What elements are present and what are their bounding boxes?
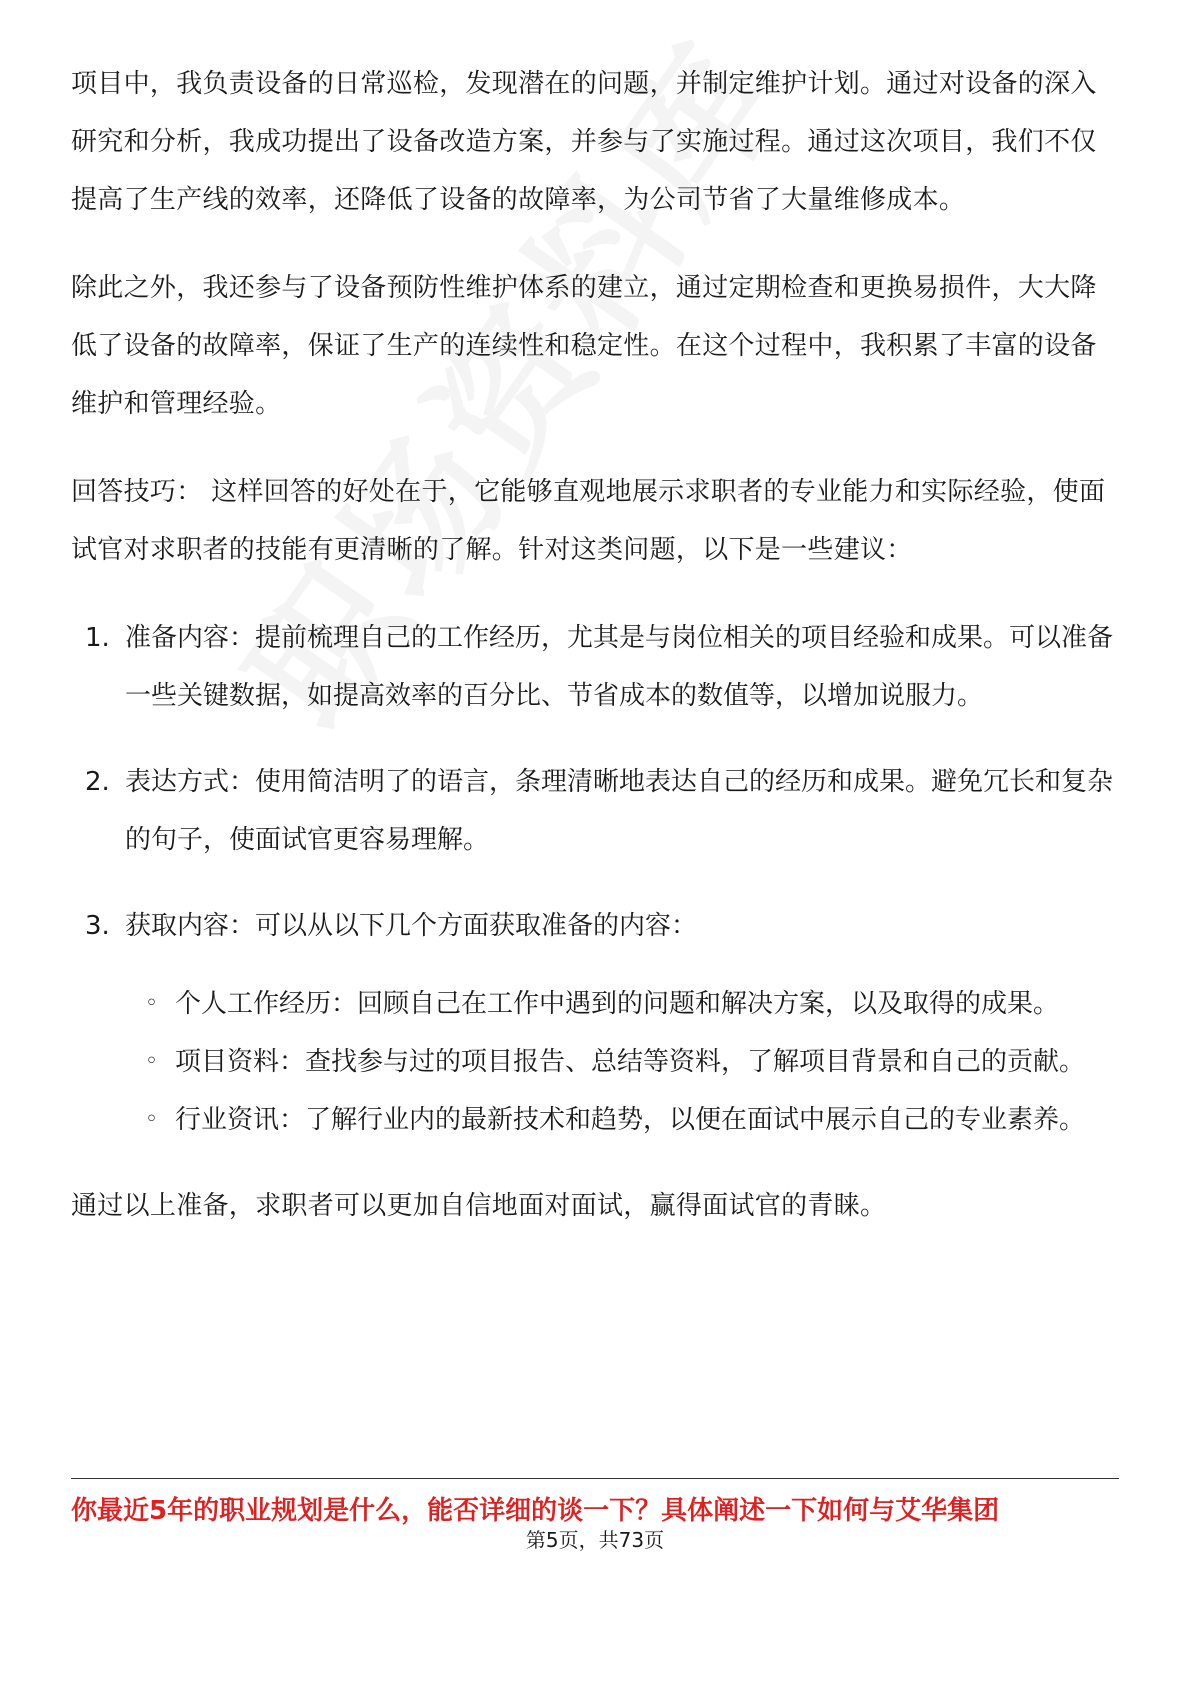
sources-sublist xyxy=(125,975,1119,1149)
tip-text: 获取内容：可以从以下几个方面获取准备的内容： xyxy=(125,911,698,941)
next-question-heading: 你最近5年的职业规划是什么，能否详细的谈一下？具体阐述一下如何与艾华集团 xyxy=(71,1496,1000,1526)
list-number: 3. xyxy=(85,911,110,941)
tips-list xyxy=(71,609,1119,1149)
tips-list-item xyxy=(71,609,1119,725)
hollow-bullet-icon: ◦ xyxy=(145,1107,158,1132)
paragraph-answer-tips: 回答技巧： 这样回答的好处在于，它能够直观地展示求职者的专业能力和实际经验，使面试官对求职者的技能有更清晰的了解。针对这类问题，以下是一些建议： xyxy=(71,477,1106,565)
tips-list-item xyxy=(71,753,1119,869)
sources-list-item xyxy=(125,1033,1119,1091)
hollow-bullet-icon: ◦ xyxy=(145,991,158,1016)
source-text: 个人工作经历：回顾自己在工作中遇到的问题和解决方案，以及取得的成果。 xyxy=(175,989,1060,1019)
section-divider xyxy=(71,1478,1119,1479)
source-text: 行业资讯：了解行业内的最新技术和趋势，以便在面试中展示自己的专业素养。 xyxy=(175,1105,1086,1135)
page-content xyxy=(71,55,1119,1265)
tips-list-item xyxy=(71,897,1119,1149)
list-number: 1. xyxy=(85,623,110,653)
paragraph-project-experience: 项目中，我负责设备的日常巡检，发现潜在的问题，并制定维护计划。通过对设备的深入研究和分析，我成功提出了设备改造方案，并参与了实施过程。通过这次项目，我们不仅提高了生产线的效率，还降低了设备的故障率，为公司节省了大量维修成本。 xyxy=(71,69,1097,215)
source-text: 项目资料：查找参与过的项目报告、总结等资料，了解项目背景和自己的贡献。 xyxy=(175,1047,1086,1077)
sources-list-item xyxy=(125,975,1119,1033)
paragraph-closing: 通过以上准备，求职者可以更加自信地面对面试，赢得面试官的青睐。 xyxy=(71,1191,887,1221)
tip-text: 表达方式：使用简洁明了的语言，条理清晰地表达自己的经历和成果。避免冗长和复杂的句子，使面试官更容易理解。 xyxy=(125,767,1114,855)
page-number: 第5页，共73页 xyxy=(525,1528,665,1552)
sources-list-item xyxy=(125,1091,1119,1149)
list-number: 2. xyxy=(85,767,110,797)
paragraph-preventive-maintenance: 除此之外，我还参与了设备预防性维护体系的建立，通过定期检查和更换易损件，大大降低了设备的故障率，保证了生产的连续性和稳定性。在这个过程中，我积累了丰富的设备维护和管理经验。 xyxy=(71,273,1097,419)
hollow-bullet-icon: ◦ xyxy=(145,1049,158,1074)
tip-text: 准备内容：提前梳理自己的工作经历，尤其是与岗位相关的项目经验和成果。可以准备一些关键数据，如提高效率的百分比、节省成本的数值等，以增加说服力。 xyxy=(125,623,1114,711)
